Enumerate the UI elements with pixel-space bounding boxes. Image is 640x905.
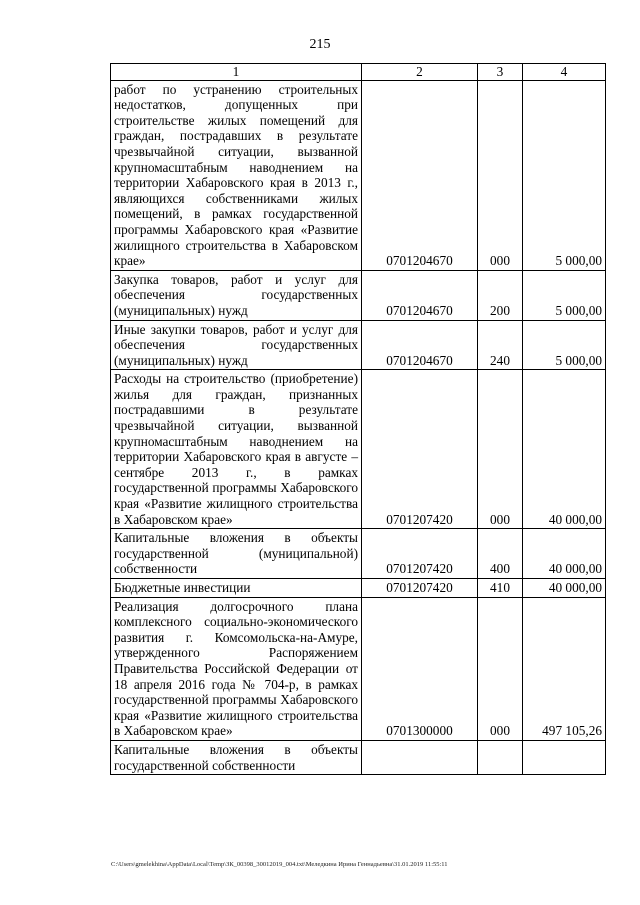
table-row	[111, 80, 606, 270]
table-row	[111, 740, 606, 774]
budget-table	[110, 63, 606, 775]
header-col-2: 2	[362, 64, 478, 81]
row-amount: 40 000,00	[523, 579, 606, 598]
row-description: работ по устранению строительных недостатков, допущенных при строительстве жилых помещений для граждан, пострадавших в результате чрезвычайной ситуации, вызванной крупномасштабным наводнением на территории Хабаровского края в 2013 г., являющихся собственниками жилых помещений, в рамках государственной программы Хабаровского края «Развитие жилищного строительства в Хабаровском крае»	[111, 80, 362, 270]
row-description: Реализация долгосрочного плана комплексного социально-экономического развития г. Комсомольска-на-Амуре, утвержденного Распоряжением Правительства Российской Федерации от 18 апреля 2016 года № 704-р, в рамках государственной программы Хабаровского края «Развитие жилищного строительства в Хабаровском крае»	[111, 597, 362, 740]
row-amount: 5 000,00	[523, 270, 606, 320]
row-target-code: 0701204670	[362, 270, 478, 320]
row-target-code: 0701204670	[362, 320, 478, 370]
row-expense-type: 000	[478, 370, 523, 529]
row-target-code: 0701204670	[362, 80, 478, 270]
table-row	[111, 320, 606, 370]
row-amount: 5 000,00	[523, 320, 606, 370]
table-row	[111, 370, 606, 529]
row-expense-type: 410	[478, 579, 523, 598]
row-target-code	[362, 740, 478, 774]
table-row	[111, 597, 606, 740]
row-amount: 40 000,00	[523, 370, 606, 529]
row-description: Капитальные вложения в объекты государственной собственности	[111, 740, 362, 774]
row-target-code: 0701207420	[362, 370, 478, 529]
row-target-code: 0701207420	[362, 579, 478, 598]
header-col-4: 4	[523, 64, 606, 81]
row-expense-type: 200	[478, 270, 523, 320]
header-col-3: 3	[478, 64, 523, 81]
row-expense-type: 000	[478, 597, 523, 740]
table-row	[111, 529, 606, 579]
table-row	[111, 579, 606, 598]
table-row	[111, 270, 606, 320]
row-description: Иные закупки товаров, работ и услуг для обеспечения государственных (муниципальных) нужд	[111, 320, 362, 370]
row-description: Закупка товаров, работ и услуг для обеспечения государственных (муниципальных) нужд	[111, 270, 362, 320]
row-expense-type: 240	[478, 320, 523, 370]
row-expense-type: 000	[478, 80, 523, 270]
header-col-1: 1	[111, 64, 362, 81]
row-description: Расходы на строительство (приобретение) жилья для граждан, признанных пострадавшими в результате чрезвычайной ситуации, вызванной крупномасштабным наводнением на территории Хабаровского края в августе – сентябре 2013 г., в рамках государственной программы Хабаровского края «Развитие жилищного строительства в Хабаровском крае»	[111, 370, 362, 529]
row-target-code: 0701300000	[362, 597, 478, 740]
table-header-row	[111, 64, 606, 81]
row-description: Бюджетные инвестиции	[111, 579, 362, 598]
row-amount: 5 000,00	[523, 80, 606, 270]
row-amount: 497 105,26	[523, 597, 606, 740]
row-expense-type: 400	[478, 529, 523, 579]
page-number: 215	[309, 37, 331, 52]
row-expense-type	[478, 740, 523, 774]
row-amount	[523, 740, 606, 774]
row-target-code: 0701207420	[362, 529, 478, 579]
row-description: Капитальные вложения в объекты государственной (муниципальной) собственности	[111, 529, 362, 579]
row-amount: 40 000,00	[523, 529, 606, 579]
footer-file-path: C:\Users\gmelekhina\AppData\Local\Temp\ЗК_00398_30012019_004.txt\Меледкина Ирина Геннадьевна\31.01.2019 11:55:11	[111, 861, 448, 868]
